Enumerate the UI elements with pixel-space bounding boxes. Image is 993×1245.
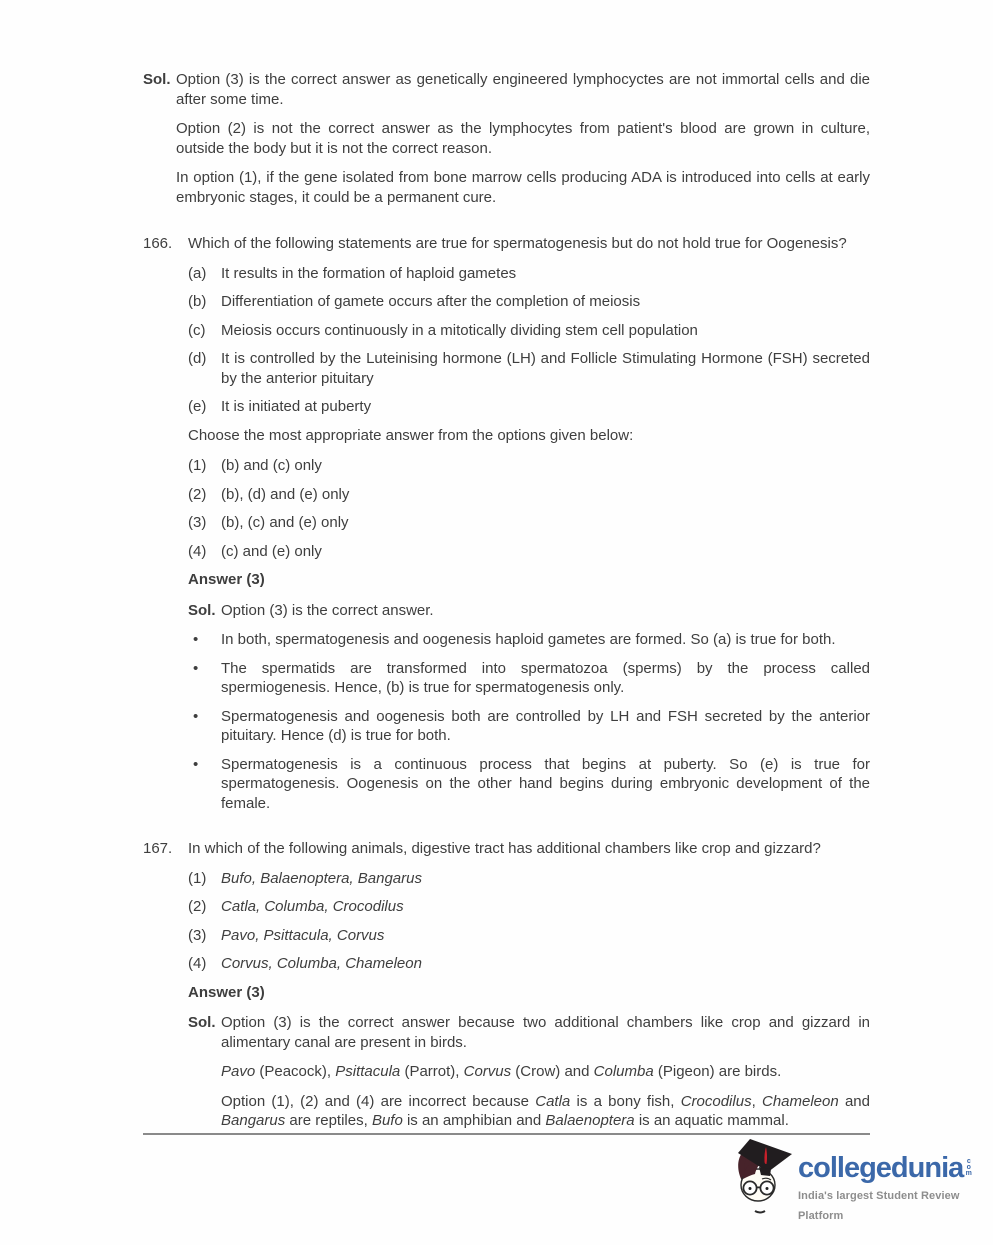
- solution-label: Sol.: [188, 601, 216, 619]
- bullet-text: Spermatogenesis is a continuous process that begins at puberty. So (e) is true for spermatogenesis. Oogenesis on the other hand begins during embryonic development of the female.: [221, 755, 870, 812]
- option-label: (1): [188, 457, 207, 474]
- solution-text-fragment: ,: [751, 1092, 762, 1110]
- solution-text-fragment: and: [838, 1092, 870, 1110]
- statement-text: It results in the formation of haploid gametes: [221, 264, 517, 282]
- species-name: Bangarus: [221, 1112, 286, 1129]
- solution-text-fragment: (Parrot),: [400, 1063, 464, 1080]
- solution-label: Sol.: [143, 71, 171, 88]
- species-name: Psittacula: [335, 1063, 401, 1080]
- bullet-icon: •: [193, 755, 199, 773]
- solution-body: [221, 1013, 870, 1141]
- option-row: [188, 897, 870, 917]
- question-number: 166.: [143, 235, 173, 252]
- statement-text: Meiosis occurs continuously in a mitotically dividing stem cell population: [221, 321, 698, 339]
- solution-body: [176, 70, 870, 217]
- choose-instruction: Choose the most appropriate answer from the options given below:: [188, 426, 634, 444]
- statement-row: [188, 292, 870, 312]
- question-body: [188, 839, 870, 1141]
- option-label: (4): [188, 955, 207, 972]
- bullet-icon: •: [193, 707, 199, 725]
- question-number: 167.: [143, 840, 173, 857]
- solution-text-fragment: Option (1), (2) and (4) are incorrect because: [221, 1092, 536, 1110]
- bullet-text: Spermatogenesis and oogenesis both are controlled by LH and FSH secreted by the anterior pituitary. Hence (d) is true for both.: [221, 707, 870, 744]
- bullet-row: [188, 630, 870, 650]
- species-name: Columba: [593, 1063, 654, 1080]
- statement-label: (c): [188, 321, 206, 339]
- question-167: [143, 839, 870, 1141]
- brand-tagline: India's largest Student Review Platform: [798, 1190, 960, 1222]
- option-text: (c) and (e) only: [221, 542, 322, 560]
- question-text: In which of the following animals, digestive tract has additional chambers like crop and gizzard?: [188, 840, 821, 857]
- statement-text: Differentiation of gamete occurs after the completion of meiosis: [221, 293, 641, 310]
- statement-label: (a): [188, 264, 207, 282]
- species-name: Chameleon: [762, 1092, 839, 1110]
- statement-row: [188, 321, 870, 341]
- option-row: [188, 513, 870, 533]
- bullet-row: [188, 707, 870, 746]
- answer-line: Answer (3): [188, 983, 265, 1001]
- solution-paragraph: Option (3) is the correct answer as genetically engineered lymphocyctes are not immortal cells and die after some time.: [176, 71, 870, 108]
- option-label: (1): [188, 869, 207, 887]
- option-row: [188, 542, 870, 562]
- solution-text-fragment: (Pigeon) are birds.: [653, 1063, 782, 1080]
- solution-paragraph: Option (3) is the correct answer because two additional chambers like crop and gizzard in alimentary canal are present in birds.: [221, 1014, 870, 1051]
- solution-row: [143, 70, 870, 217]
- statement-row: [188, 349, 870, 388]
- question-row: [143, 839, 870, 1141]
- question-text: Which of the following statements are true for spermatogenesis but do not hold true for Oogenesis?: [188, 235, 847, 252]
- option-label: (3): [188, 514, 207, 531]
- option-label: (2): [188, 485, 207, 503]
- bullet-icon: •: [193, 631, 199, 648]
- solution-label: Sol.: [188, 1014, 216, 1031]
- brand-name: collegedunia: [798, 1152, 964, 1184]
- option-text: Bufo, Balaenoptera, Bangarus: [221, 869, 422, 887]
- option-label: (3): [188, 926, 207, 944]
- statement-row: [188, 397, 870, 417]
- solution-row: [188, 1013, 870, 1141]
- option-label: (4): [188, 542, 207, 560]
- collegedunia-mascot-icon: [735, 1139, 793, 1221]
- option-text: Catla, Columba, Crocodilus: [221, 898, 404, 915]
- solution-text-fragment: (Peacock),: [255, 1063, 336, 1080]
- species-name: Catla: [535, 1092, 571, 1110]
- answer-line: Answer (3): [188, 571, 265, 588]
- species-name: Bufo: [371, 1112, 403, 1129]
- bullet-text: The spermatids are transformed into spermatozoa (sperms) by the process called spermiogenesis. Hence, (b) is true for spermatogenesis only.: [221, 659, 870, 696]
- statement-text: It is initiated at puberty: [221, 398, 372, 415]
- solution-text-fragment: is an aquatic mammal.: [634, 1112, 789, 1129]
- solution-text-fragment: (Crow) and: [511, 1063, 594, 1080]
- bullet-row: [188, 755, 870, 814]
- collegedunia-logo: [735, 1139, 993, 1226]
- question-166: [143, 234, 870, 822]
- species-name: Balaenoptera: [545, 1112, 635, 1129]
- bullet-text: In both, spermatogenesis and oogenesis haploid gametes are formed. So (a) is true for both.: [221, 631, 836, 648]
- page-content: [143, 70, 870, 1141]
- option-text: Pavo, Psittacula, Corvus: [221, 926, 385, 944]
- option-text: (b) and (c) only: [221, 457, 322, 474]
- bullet-icon: •: [193, 659, 199, 677]
- option-label: (2): [188, 898, 207, 915]
- statement-label: (d): [188, 350, 207, 367]
- option-text: Corvus, Columba, Chameleon: [221, 955, 422, 972]
- question-body: [188, 234, 870, 822]
- solution-text-fragment: is an amphibian and: [402, 1112, 546, 1129]
- option-text: (b), (d) and (e) only: [221, 485, 350, 503]
- option-text: (b), (c) and (e) only: [221, 514, 349, 531]
- solution-text-fragment: are reptiles,: [285, 1112, 372, 1129]
- question-row: [143, 234, 870, 822]
- statement-text: It is controlled by the Luteinising hormone (LH) and Follicle Stimulating Hormone (FSH) secreted by the anterior pituitary: [221, 350, 870, 387]
- option-row: [188, 869, 870, 889]
- solution-paragraph: In option (1), if the gene isolated from bone marrow cells producing ADA is introduced into cells at early embryonic stages, it could be a permanent cure.: [176, 169, 870, 206]
- brand-text-block: [798, 1139, 993, 1226]
- brand-row: [798, 1154, 993, 1183]
- solution-block-previous: [143, 70, 870, 217]
- solution-body: [221, 601, 870, 631]
- species-name: Pavo: [221, 1063, 256, 1080]
- statement-row: [188, 264, 870, 284]
- solution-paragraph: [221, 1092, 870, 1131]
- solution-row: [188, 601, 870, 631]
- brand-tld: com: [965, 1158, 973, 1176]
- statement-label: (b): [188, 293, 207, 310]
- option-row: [188, 926, 870, 946]
- option-row: [188, 954, 870, 974]
- option-row: [188, 485, 870, 505]
- solution-intro: Option (3) is the correct answer.: [221, 601, 434, 619]
- statement-label: (e): [188, 398, 207, 415]
- bullet-row: [188, 659, 870, 698]
- footer-divider: [143, 1133, 870, 1135]
- species-name: Corvus: [463, 1063, 512, 1080]
- solution-paragraph: Option (2) is not the correct answer as the lymphocytes from patient's blood are grown in culture, outside the body but it is not the correct reason.: [176, 120, 870, 157]
- species-name: Crocodilus: [680, 1092, 752, 1110]
- solution-text-fragment: is a bony fish,: [570, 1092, 681, 1110]
- solution-paragraph: [221, 1062, 870, 1082]
- option-row: [188, 456, 870, 476]
